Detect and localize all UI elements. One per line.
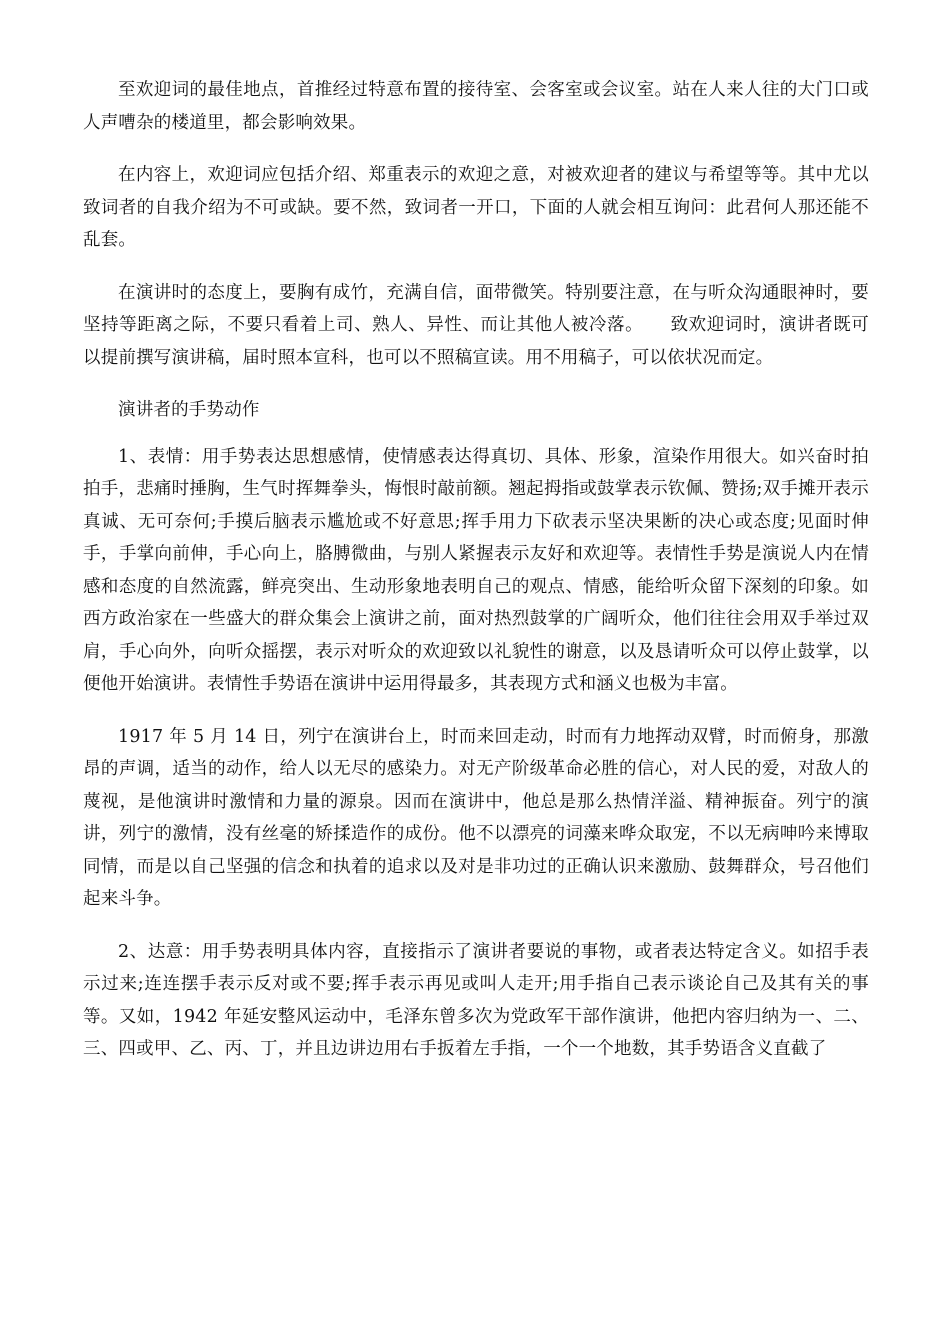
paragraph-meaning-gestures: 2、达意：用手势表明具体内容，直接指示了演讲者要说的事物，或者表达特定含义。如招手表示过来;连连摆手表示反对或不要;挥手表示再见或叫人走开;用手指自己表示谈论自己及其有关的事等。又如，1942 年延安整风运动中，毛泽东曾多次为党政军干部作演讲，他把内容归纳为一、二、三、四或甲、乙、丙、丁，并且边讲边用右手扳着左手指，一个一个地数，其手势语含义直截了 [83, 941, 869, 1059]
paragraph-expression-gestures: 1、表情：用手势表达思想感情，使情感表达得真切、具体、形象，渲染作用很大。如兴奋时拍拍手，悲痛时捶胸，生气时挥舞拳头，悔恨时敲前额。翘起拇指或鼓掌表示钦佩、赞扬;双手摊开表示真诚、无可奈何;手摸后脑表示尴尬或不好意思;挥手用力下砍表示坚决果断的决心或态度;见面时伸手，手掌向前伸，手心向上，胳膊微曲，与别人紧握表示友好和欢迎等。表情性手势是演说人内在情感和态度的自然流露，鲜亮突出、生动形象地表明自己的观点、情感，能给听众留下深刻的印象。如西方政治家在一些盛大的群众集会上演讲之前，面对热烈鼓掌的广阔听众，他们往往会用双手举过双肩，手心向外，向听众摇摆，表示对听众的欢迎致以礼貌性的谢意，以及恳请听众可以停止鼓掌，以便他开始演讲。表情性手势语在演讲中运用得最多，其表现方式和涵义也极为丰富。 [83, 446, 869, 694]
paragraph-lenin-example: 1917 年 5 月 14 日，列宁在演讲台上，时而来回走动，时而有力地挥动双臂，时而俯身，那激昂的声调，适当的动作，给人以无尽的感染力。对无产阶级革命必胜的信心，对人民的爱，对敌人的蔑视，是他演讲时激情和力量的源泉。因而在演讲中，他总是那么热情洋溢、精神振奋。列宁的演讲，列宁的激情，没有丝毫的矫揉造作的成份。他不以漂亮的词藻来哗众取宠，不以无病呻吟来博取同情，而是以自己坚强的信念和执着的追求以及对是非功过的正确认识来激励、鼓舞群众，号召他们起来斗争。 [83, 726, 869, 909]
paragraph-speech-attitude: 在演讲时的态度上，要胸有成竹，充满自信，面带微笑。特别要注意，在与听众沟通眼神时，要坚持等距离之际，不要只看着上司、熟人、异性、而让其他人被冷落。 致欢迎词时，演讲者既可以提前撰写演讲稿，届时照本宣科，也可以不照稿宣读。用不用稿子，可以依状况而定。 [83, 282, 869, 368]
paragraph-welcome-content: 在内容上，欢迎词应包括介绍、郑重表示的欢迎之意，对被欢迎者的建议与希望等等。其中尤以致词者的自我介绍为不可或缺。要不然，致词者一开口，下面的人就会相互询问：此君何人那还能不乱套。 [83, 165, 869, 250]
paragraph-welcome-location: 至欢迎词的最佳地点，首推经过特意布置的接待室、会客室或会议室。站在人来人往的大门口或人声嘈杂的楼道里，都会影响效果。 [83, 80, 869, 133]
document-body [83, 74, 869, 1066]
section-heading-gestures: 演讲者的手势动作 [118, 400, 260, 420]
